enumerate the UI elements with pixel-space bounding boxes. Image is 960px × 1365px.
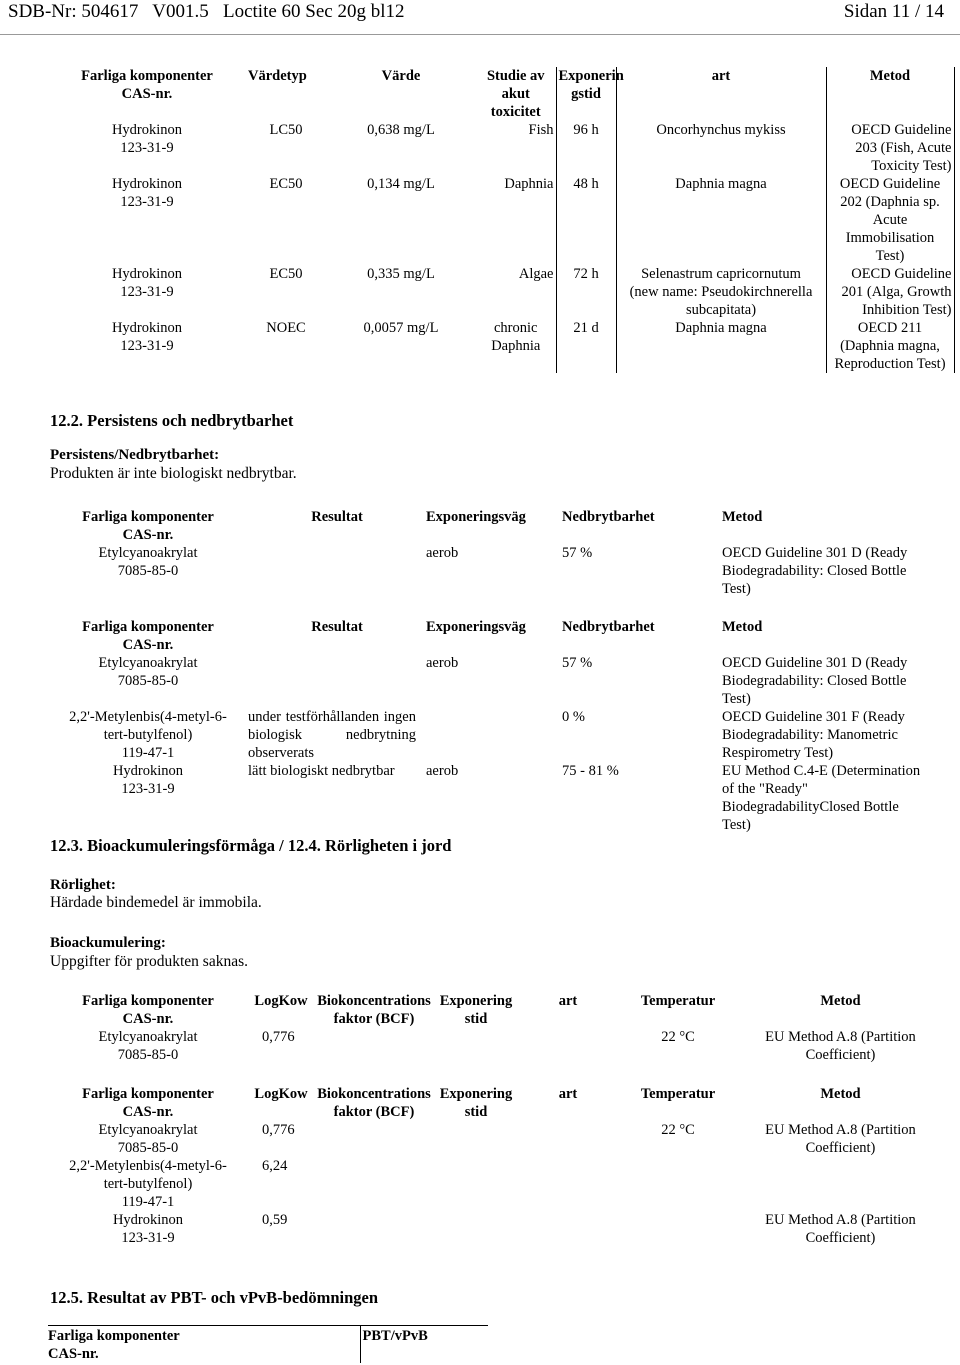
- col-header-species: art: [558, 993, 578, 1009]
- cell-logkow: 0,776: [262, 1122, 295, 1138]
- cell-temperature: 22 °C: [661, 1122, 695, 1138]
- col-header-logkow: LogKow: [254, 993, 308, 1009]
- pbt-table: [48, 1325, 488, 1363]
- cell-value-type: EC50: [269, 176, 303, 192]
- col-header-value: Värde: [381, 68, 421, 84]
- bioaccumulation-text: Uppgifter för produkten saknas.: [50, 953, 249, 970]
- bioaccumulation-table-1: [48, 992, 943, 1064]
- cell-species: Daphnia magna: [675, 176, 767, 192]
- cell-method: OECD Guideline 202 (Daphnia sp. Acute Immobilisation Test): [826, 175, 954, 265]
- cell-study: Algae: [518, 266, 554, 282]
- cell-component: 2,2'-Metylenbis(4-metyl-6- tert-butylfenol) 119-47-1: [69, 1158, 227, 1210]
- cell-method: OECD Guideline 203 (Fish, Acute Toxicity Test): [826, 121, 954, 175]
- cell-value: 0,638 mg/L: [367, 122, 435, 138]
- document-header-title: SDB-Nr: 504617 V001.5 Loctite 60 Sec 20g bl12: [8, 1, 405, 22]
- subsection-title-persistence: Persistens/Nedbrytbarhet:: [50, 447, 220, 463]
- cell-species: Oncorhynchus mykiss: [656, 122, 786, 138]
- col-header-component: Farliga komponenter CAS-nr.: [82, 509, 214, 543]
- cell-exposure: 48 h: [556, 175, 616, 265]
- cell-component: Etylcyanoakrylat 7085-85-0: [98, 655, 198, 689]
- col-header-temperature: Temperatur: [640, 1086, 716, 1102]
- col-header-method: Metod: [826, 67, 954, 121]
- col-header-method: Metod: [722, 509, 763, 525]
- persistence-text: Produkten är inte biologiskt nedbrytbar.: [50, 465, 297, 482]
- col-header-logkow: LogKow: [254, 1086, 308, 1102]
- cell-degradability: 57 %: [562, 655, 593, 671]
- cell-temperature: [618, 1211, 738, 1247]
- col-header-temperature: Temperatur: [640, 993, 716, 1009]
- table-row: [48, 544, 928, 618]
- col-header-species: art: [558, 1086, 578, 1102]
- header-divider: [0, 34, 960, 35]
- cell-degradability: 75 - 81 %: [562, 763, 619, 779]
- col-header-degradability: Nedbrytbarhet: [562, 619, 655, 635]
- cell-bcf: [314, 1211, 434, 1247]
- col-header-exposure: Exponering stid: [439, 1086, 513, 1120]
- cell-component: Etylcyanoakrylat 7085-85-0: [98, 1122, 198, 1156]
- cell-bcf: [314, 1028, 434, 1064]
- col-header-result: Resultat: [311, 619, 363, 635]
- cell-exposure: 21 d: [556, 319, 616, 373]
- mobility-text: Härdade bindemedel är immobila.: [50, 894, 262, 911]
- col-header-bcf: Biokoncentrations faktor (BCF): [317, 1086, 431, 1120]
- cell-route: aerob: [426, 763, 459, 779]
- cell-route: [426, 708, 562, 762]
- subsection-title-mobility: Rörlighet:: [50, 877, 116, 893]
- col-header-result: Resultat: [311, 509, 363, 525]
- cell-method: OECD 211 (Daphnia magna, Reproduction Test): [826, 319, 954, 373]
- col-header-pbt: PBT/vPvB: [360, 1326, 488, 1364]
- table-row: [48, 121, 954, 175]
- table-header-row: [48, 67, 954, 121]
- cell-result: lätt biologiskt nedbrytbar: [248, 763, 395, 779]
- cell-exposure: 72 h: [556, 265, 616, 319]
- table-header-row: [48, 1085, 943, 1121]
- cell-method: OECD Guideline 301 D (Ready Biodegradability: Closed Bottle Test): [722, 655, 908, 707]
- cell-exposure: [434, 1157, 518, 1211]
- table-header-row: [48, 1326, 488, 1364]
- col-header-component: Farliga komponenter CAS-nr.: [81, 68, 213, 102]
- table-row: [48, 265, 954, 319]
- cell-result: [248, 544, 426, 618]
- cell-degradability: 57 %: [562, 545, 593, 561]
- table-row: [48, 1121, 943, 1157]
- bioaccumulation-table-2: [48, 1085, 943, 1247]
- table-header-row: [48, 992, 943, 1028]
- col-header-value-type: Värdetyp: [248, 68, 307, 84]
- cell-method: EU Method A.8 (Partition Coefficient): [765, 1029, 916, 1063]
- cell-study: chronic Daphnia: [491, 320, 541, 354]
- subsection-title-bioaccumulation: Bioackumulering:: [50, 935, 166, 951]
- cell-species: [518, 1157, 618, 1211]
- cell-component: Hydrokinon 123-31-9: [111, 320, 183, 354]
- table-row: [48, 175, 954, 265]
- col-header-study: Studie av akut toxicitet: [486, 68, 545, 120]
- cell-logkow: 0,776: [262, 1029, 295, 1045]
- section-title-persistence: 12.2. Persistens och nedbrytbarhet: [50, 411, 294, 430]
- cell-component: Etylcyanoakrylat 7085-85-0: [98, 1029, 198, 1063]
- cell-species: [518, 1211, 618, 1247]
- col-header-component: Farliga komponenter CAS-nr.: [82, 1086, 214, 1120]
- cell-temperature: [618, 1157, 738, 1211]
- cell-route: aerob: [426, 655, 459, 671]
- toxicity-table: [48, 67, 955, 373]
- cell-bcf: [314, 1157, 434, 1211]
- cell-value: 0,335 mg/L: [367, 266, 435, 282]
- col-header-exposure: Exponering stid: [439, 993, 513, 1027]
- col-header-component: Farliga komponenter CAS-nr.: [82, 993, 214, 1027]
- cell-component: 2,2'-Metylenbis(4-metyl-6- tert-butylfenol) 119-47-1: [69, 709, 227, 761]
- col-header-method: Metod: [722, 619, 763, 635]
- table-row: [48, 1028, 943, 1064]
- col-header-route: Exponeringsväg: [426, 619, 526, 635]
- cell-component: Hydrokinon 123-31-9: [111, 176, 183, 210]
- col-header-component: Farliga komponenter CAS-nr.: [48, 1328, 180, 1362]
- cell-bcf: [314, 1121, 434, 1157]
- cell-exposure: [434, 1121, 518, 1157]
- col-header-exposure: Exponerin gstid: [556, 67, 616, 121]
- col-header-route: Exponeringsväg: [426, 509, 526, 525]
- cell-route: aerob: [426, 545, 459, 561]
- cell-result: [248, 654, 426, 708]
- cell-logkow: 0,59: [262, 1212, 288, 1228]
- cell-value-type: LC50: [269, 122, 303, 138]
- cell-degradability: 0 %: [562, 709, 585, 725]
- cell-result: under testförhållanden ingen biologisk nedbrytning observerats: [248, 709, 416, 761]
- cell-component: Etylcyanoakrylat 7085-85-0: [98, 545, 198, 579]
- cell-method: EU Method A.8 (Partition Coefficient): [765, 1122, 916, 1156]
- cell-temperature: 22 °C: [661, 1029, 695, 1045]
- table-row: [48, 708, 928, 762]
- cell-exposure: [434, 1028, 518, 1064]
- page-number: Sidan 11 / 14: [843, 1, 944, 22]
- cell-component: Hydrokinon 123-31-9: [111, 266, 183, 300]
- table-header-row: [48, 618, 928, 654]
- cell-logkow: 6,24: [262, 1158, 288, 1174]
- section-title-bioaccumulation: 12.3. Bioackumuleringsförmåga / 12.4. Rörligheten i jord: [50, 836, 452, 855]
- table-row: [48, 1157, 943, 1211]
- cell-component: Hydrokinon 123-31-9: [112, 1212, 184, 1246]
- table-row: [48, 762, 928, 834]
- table-row: [48, 319, 954, 373]
- cell-component: Hydrokinon 123-31-9: [111, 122, 183, 156]
- cell-exposure: [434, 1211, 518, 1247]
- cell-method: OECD Guideline 301 D (Ready Biodegradability: Closed Bottle Test): [722, 545, 908, 597]
- col-header-bcf: Biokoncentrations faktor (BCF): [317, 993, 431, 1027]
- table-row: [48, 1211, 943, 1247]
- cell-species: [518, 1028, 618, 1064]
- col-header-component: Farliga komponenter CAS-nr.: [82, 619, 214, 653]
- cell-species: [518, 1121, 618, 1157]
- cell-method: OECD Guideline 201 (Alga, Growth Inhibition Test): [826, 265, 954, 319]
- cell-exposure: 96 h: [556, 121, 616, 175]
- table-row: [48, 654, 928, 708]
- cell-component: Hydrokinon 123-31-9: [112, 763, 184, 797]
- col-header-method: Metod: [820, 993, 861, 1009]
- col-header-method: Metod: [820, 1086, 861, 1102]
- degradability-table: [48, 508, 928, 834]
- cell-value-type: EC50: [269, 266, 303, 282]
- col-header-degradability: Nedbrytbarhet: [562, 509, 655, 525]
- table-header-row: [48, 508, 928, 544]
- cell-species: Selenastrum capricornutum (new name: Pseudokirchnerella subcapitata): [629, 266, 813, 318]
- cell-value: 0,134 mg/L: [367, 176, 435, 192]
- cell-study: Daphnia: [504, 176, 554, 192]
- section-title-pbt: 12.5. Resultat av PBT- och vPvB-bedömningen: [50, 1288, 379, 1307]
- cell-method: EU Method A.8 (Partition Coefficient): [765, 1212, 916, 1246]
- cell-study: Fish: [528, 122, 554, 138]
- cell-value-type: NOEC: [266, 320, 306, 336]
- cell-species: Daphnia magna: [675, 320, 767, 336]
- cell-method: OECD Guideline 301 F (Ready Biodegradability: Manometric Respirometry Test): [722, 709, 905, 761]
- cell-method: EU Method C.4-E (Determination of the "Ready" BiodegradabilityClosed Bottle Test): [722, 763, 921, 833]
- col-header-species: art: [711, 68, 731, 84]
- cell-method: [738, 1157, 943, 1211]
- cell-value: 0,0057 mg/L: [363, 320, 439, 336]
